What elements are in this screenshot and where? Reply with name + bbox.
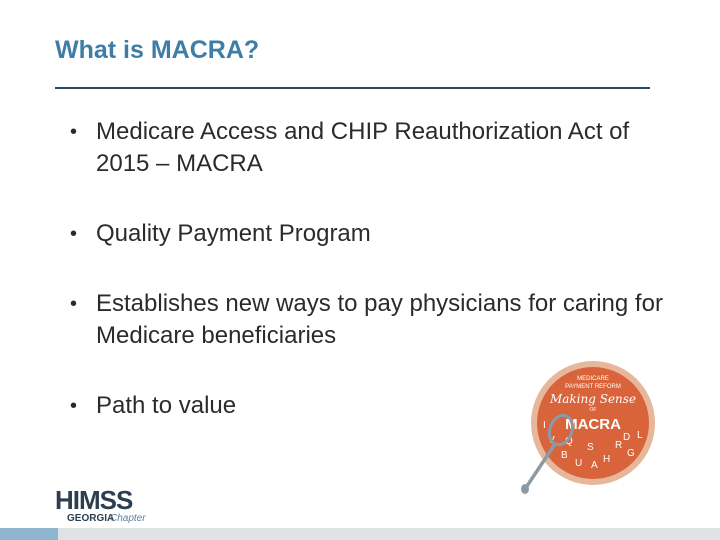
bullet-item (70, 116, 670, 180)
badge-letter: B (561, 450, 568, 461)
logo-main-text: HIMSS (55, 485, 133, 515)
footer-bar (0, 528, 720, 540)
badge-letter: L (637, 430, 643, 441)
badge-letter: U (575, 458, 583, 469)
title-divider (55, 87, 650, 89)
badge-letter: D (623, 432, 631, 443)
badge-letter: Q (565, 436, 573, 447)
bullet-item (70, 218, 670, 250)
bullet-text: Path to value (96, 392, 237, 419)
bullet-text: Establishes new ways to pay physicians for caring for Medicare beneficiaries (96, 290, 663, 349)
bullet-icon: • (70, 293, 78, 315)
badge-top-line-2: PAYMENT REFORM (565, 384, 621, 390)
footer-accent (0, 528, 58, 540)
badge-letter: A (591, 460, 598, 471)
badge-letter: V (548, 435, 555, 446)
bullet-icon: • (70, 395, 78, 417)
logo-sub-georgia: GEORGIA (67, 513, 115, 524)
bullet-text: Quality Payment Program (96, 220, 371, 247)
logo-sub-chapter: Chapter (110, 513, 146, 524)
badge-letter: S (587, 442, 594, 453)
badge-letter: I (543, 420, 546, 431)
page-title: What is MACRA? (55, 36, 260, 64)
badge-letter: R (615, 440, 623, 451)
alphabet-soup-badge-icon (503, 358, 663, 498)
himss-georgia-logo (55, 487, 165, 527)
badge-letter: H (603, 454, 611, 465)
badge-letter: G (627, 448, 635, 459)
badge-of: OF (589, 407, 597, 413)
badge-macra: MACRA (565, 416, 621, 433)
bullet-icon: • (70, 223, 78, 245)
badge-top-line-1: MEDICARE (577, 376, 609, 382)
badge-script-text: Making Sense (549, 392, 637, 406)
bullet-icon: • (70, 121, 78, 143)
bullet-item (70, 288, 670, 352)
bullet-text: Medicare Access and CHIP Reauthorization Act of 2015 – MACRA (96, 118, 630, 177)
